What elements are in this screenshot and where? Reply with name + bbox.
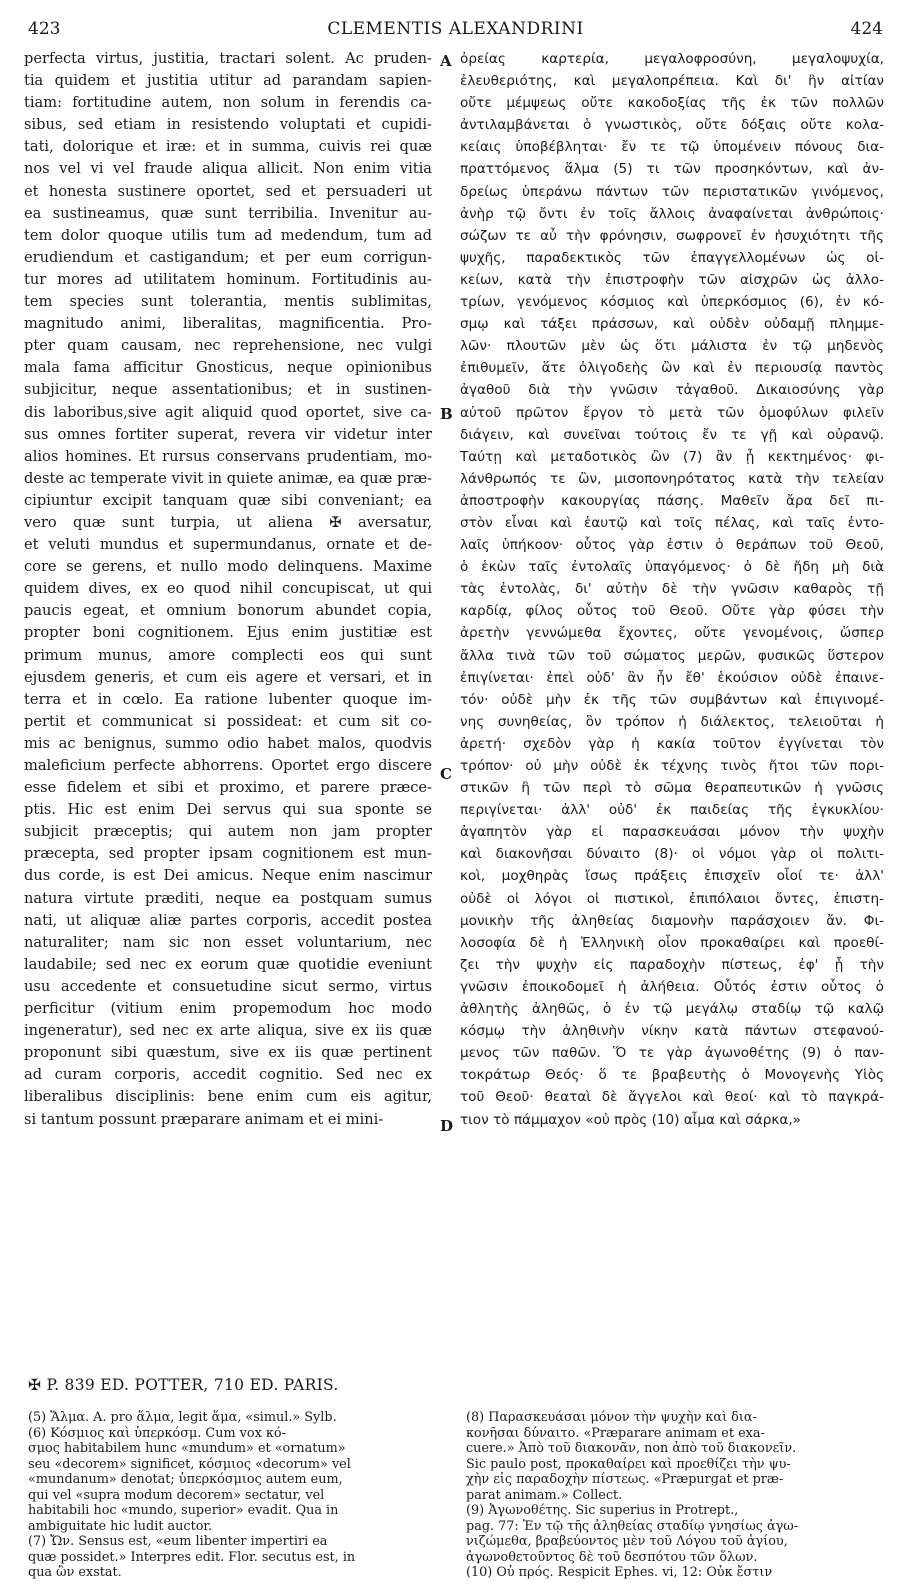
greek-column [460, 48, 884, 1131]
greek-text-line: ὁ ἑκὼν ταῖς ἐντολαῖς ὑπαγόμενος· ὁ δὲ ἤδη μὴ διὰ [460, 559, 884, 576]
running-header [28, 16, 883, 42]
greek-text-line: οὐδὲ οἱ λόγοι οἱ πιστικοὶ, ἐπιπόλαιοι ὄντες, ἐπιστη- [460, 890, 884, 907]
greek-text-line: κόσμῳ τὴν ἀληθινὴν νίκην κατὰ πάντων στεφανού- [460, 1023, 884, 1040]
latin-text-line: sus omnes fortiter superat, revera vir videtur inter [24, 425, 432, 443]
margin-letter-b: B [440, 405, 453, 423]
latin-text-line: tem species sunt tolerantia, mentis sublimitas, [24, 293, 432, 311]
greek-text-line: τρόπον· οὐ μὴν οὐδὲ ἐκ τέχνης τινὸς ἤτοι τῶν πορι- [460, 758, 884, 774]
greek-text-line: ἄλλα τινὰ τῶν τοῦ σώματος μερῶν, φυσικῶς ὕστερον [460, 647, 884, 664]
latin-text-line: dis laboribus,sive agit aliquid quod oportet, sive ca- [24, 403, 432, 421]
latin-text-line: tati, dolorique et iræ: et in summa, cuivis rei quæ [24, 138, 432, 156]
latin-text-line: præcepta, sed propter ipsam cognitionem est mun- [24, 845, 432, 863]
greek-text-line: διάγειν, καὶ συνεῖναι τούτοις ἔν τε γῇ καὶ οὐρανῷ. [460, 426, 884, 443]
latin-text-line: esse fidelem et sibi et proximo, et parere præce- [24, 779, 432, 797]
latin-text-line: dus corde, is est Dei amicus. Neque enim nascimur [24, 867, 432, 885]
greek-text-line: Ταύτῃ καὶ μεταδοτικὸς ὢν (7) ἂν ᾖ κεκτημένος· φι- [460, 448, 884, 465]
latin-text-line: nos vel vi vel fraude aliqua allicit. Non enim vitia [24, 160, 432, 178]
latin-text-line: propter boni cognitionem. Ejus enim justitiæ est [24, 624, 432, 642]
greek-text-line: περιγίνεται· ἀλλ' οὐδ' ἐκ παιδείας τῆς ἐγκυκλίου· [460, 802, 884, 819]
greek-text-line: μονικὴν τῆς ἀληθείας διαμονὴν παράσχοιεν ἄν. Φι- [460, 912, 884, 929]
greek-text-line: οὔτε μέμψεως οὔτε κακοδοξίας τῆς ἐκ τῶν πολλῶν [460, 95, 884, 112]
latin-text-line: core se gerens, et nullo modo delinquens. Maxime [24, 558, 432, 576]
greek-text-line: τοκράτωρ Θεός· ὅ τε βραβευτὴς ὁ Μονογενὴς Υἱὸς [460, 1067, 884, 1084]
greek-text-line: γνῶσιν ἐποικοδομεῖ ἡ ἀλήθεια. Οὗτός ἐστιν οὗτος ὁ [460, 978, 884, 995]
running-title: CLEMENTIS ALEXANDRINI [327, 19, 584, 39]
latin-text-line: ad curam corporis, accedit cognitio. Sed nec ex [24, 1066, 432, 1084]
greek-text-line: δρείως ὑπεράνω πάντων τῶν περιστατικῶν γινόμενος, [460, 183, 884, 200]
greek-text-line: τιον τὸ πάμμαχον «οὐ πρὸς (10) αἷμα καὶ σάρκα,» [460, 1111, 801, 1128]
footnote-line: quæ possidet.» Interpres edit. Flor. secutus est, in [28, 1549, 356, 1565]
greek-text-line: λοσοφία δὲ ἡ Ἑλληνικὴ οἷον προκαθαίρει καὶ προεθί- [460, 934, 884, 951]
footnote-line: qua ὢν exstat. [28, 1565, 122, 1580]
latin-text-line: mala fama afficitur Gnosticus, neque opinionibus [24, 359, 432, 377]
greek-text-line: ὀρείας καρτερία, μεγαλοφροσύνη, μεγαλοψυχία, [460, 51, 884, 67]
greek-text-line: ζει τὴν ψυχὴν εἰς παραδοχὴν πίστεως, ἐφ' ᾗ τὴν [460, 956, 884, 973]
greek-text-line: ἀντιλαμβάνεται ὁ γνωστικὸς, οὔτε δόξαις οὔτε κολα- [460, 117, 884, 134]
latin-column [24, 48, 432, 1131]
right-page-number: 424 [850, 19, 883, 39]
latin-text-line: usu accedente et consuetudine sicut sermo, virtus [24, 977, 432, 995]
latin-text-line: paucis egeat, et omnium bonorum abundet copia, [24, 602, 432, 620]
footnote-line: seu «decorem» significet, κόσμιος «decorum» vel [28, 1456, 351, 1472]
footnotes-left [28, 1410, 436, 1581]
latin-text-line: cipiuntur excipit tanquam quæ sibi conveniant; ea [24, 491, 432, 509]
latin-text-line: tem dolor quoque utilis tum ad medendum, tum ad [24, 226, 432, 244]
greek-text-line: ἀγαθοῦ διὰ τὴν γνῶσιν τἀγαθοῦ. Δικαιοσύνης γὰρ [460, 382, 884, 399]
latin-text-line: ea sustineamus, quæ sunt terribilia. Invenitur au- [24, 204, 432, 222]
latin-text-line: et honesta sustinere oportet, sed et persuaderi ut [24, 182, 432, 200]
left-page-number: 423 [28, 19, 61, 39]
greek-text-line: σώζων τε αὖ τὴν φρόνησιν, σωφρονεῖ ἐν ἡσυχιότητι τῆς [460, 227, 884, 244]
latin-text-line: laudabile; sed nec ex eorum quæ quotidie eveniunt [24, 955, 432, 973]
footnote-line: qui vel «supra modum decorem» sectatur, vel [28, 1487, 325, 1503]
greek-text-line: στὸν εἶναι καὶ ἑαυτῷ καὶ τοῖς πέλας, καὶ ταῖς ἐντο- [460, 514, 884, 531]
latin-text-line: naturaliter; nam sic non esset voluntarium, nec [24, 933, 432, 951]
latin-text-line: liberalibus disciplinis: bene enim cum eis agitur, [24, 1088, 432, 1106]
footnote-line: «mundanum» denotat; ὑπερκόσμιος autem eum, [28, 1472, 343, 1487]
greek-text-line: ἀθλητὴς ἀληθῶς, ὁ ἐν τῷ μεγάλῳ σταδίῳ τῷ καλῷ [460, 1001, 884, 1018]
footnote-line: (9) Ἀγωνοθέτης. Sic superius in Protrept., [466, 1503, 739, 1518]
greek-text-line: κείαις ὑποβέβληται· ἔν τε τῷ ὑπομένειν πόνους δια- [460, 139, 884, 156]
margin-letter-c: C [440, 765, 452, 783]
latin-text-line: deste ac temperate vivit in quiete animæ, ea quæ præ- [24, 469, 432, 487]
latin-text-line: pter quam causam, nec reprehensione, nec vulgi [24, 337, 432, 355]
greek-text-line: τοῦ Θεοῦ· θεαταὶ δὲ ἄγγελοι καὶ θεοί· καὶ τὸ παγκρά- [460, 1089, 884, 1106]
greek-text-line: ἐλευθεριότης, καὶ μεγαλοπρέπεια. Καὶ δι' ἣν αἰτίαν [460, 73, 884, 90]
margin-letter-d: D [440, 1117, 454, 1135]
latin-text-line: maleficium perfecte abhorrens. Oportet ergo discere [24, 757, 432, 774]
footnote-line: (5) Ἅλμα. A. pro ἅλμα, legit ἅμα, «simul.» Sylb. [28, 1410, 337, 1425]
latin-text-line: mis ac benignus, summo odio habet malos, quodvis [24, 734, 432, 752]
latin-text-line: erudiendum et castigandum; et per eum corrigun- [24, 248, 432, 266]
footnote-line: (10) Οὐ πρός. Respicit Ephes. vi, 12: Οὐκ ἔστιν [466, 1565, 773, 1580]
greek-text-line: λαῖς ὑπήκοον· οὗτος γὰρ ἐστιν ὁ θεράπων τοῦ Θεοῦ, [460, 537, 884, 554]
footnote-line: χὴν εἰς παραδοχὴν πίστεως. «Præpurgat et præ- [466, 1472, 784, 1487]
footnote-line: (6) Κόσμιος καὶ ὑπερκόσμ. Cum vox κό- [28, 1425, 286, 1441]
latin-text-line: sibus, sed etiam in resistendo voluptati et cupidi- [24, 116, 432, 134]
latin-text-line: alios homines. Et rursus conservans prudentiam, mo- [24, 447, 432, 465]
footnote-line: νιζώμεθα, βραβεύοντος μὲν τοῦ Λόγου τοῦ ἁγίου, [466, 1534, 788, 1549]
greek-text-line: αὐτοῦ πρῶτον ἔργον τὸ μετὰ τῶν ὁμοφύλων φιλεῖν [460, 404, 884, 421]
latin-text-line: subjicitur, neque assentationibus; et in sustinen- [24, 381, 432, 399]
greek-text-line: σμῳ καὶ τάξει πράσσων, καὶ οὐδὲν οὐδαμῇ πλημμε- [460, 316, 884, 333]
latin-text-line: ptis. Hic est enim Dei servus qui sua sponte se [24, 801, 432, 819]
latin-text-line: terra et in cœlo. Ea ratione lubenter quoque im- [24, 690, 432, 708]
footnote-line: ἀγωνοθετοῦντος δὲ τοῦ δεσπότου τῶν ὅλων. [466, 1549, 758, 1565]
latin-text-line: natura virtute præditi, neque ea postquam sumus [24, 889, 432, 907]
latin-text-line: ingeneratur), sed nec ex arte aliqua, sive ex iis quæ [24, 1022, 432, 1040]
latin-text-line: vero quæ sunt turpia, ut aliena ✠ aversatur, [24, 513, 432, 531]
margin-letter-a: A [440, 52, 452, 70]
footnote-line: habitabili hoc «mundo, superior» evadit. Qua in [28, 1503, 339, 1518]
latin-text-line: et veluti mundus et supermundanus, ornate et de- [24, 536, 432, 554]
greek-text-line: τόν· οὐδὲ μὴν ἐκ τῆς τῶν συμβάντων καὶ ἐπιγινομέ- [460, 691, 884, 708]
greek-text-line: ἀρετὴν γεννώμεθα ἔχοντες, οὔτε γενομένοις, ὥσπερ [460, 625, 884, 642]
greek-text-line: κείων, κατὰ τὴν ἐπιστροφὴν τῶν αἰσχρῶν ὡς ἀλλο- [460, 271, 884, 288]
greek-text-line: λάνθρωπός τε ὢν, μισοπονηρότατος κατὰ τὴν τελείαν [460, 470, 884, 487]
latin-text-line: perfecta virtus, justitia, tractari solent. Ac pruden- [24, 50, 432, 67]
footnote-line: (7) Ὤν. Sensus est, «eum libenter impertiri ea [28, 1534, 328, 1549]
footnotes-right [466, 1410, 884, 1581]
greek-text-line: ἀγαπητὸν γὰρ εἰ παρασκευάσαι μόνον τὴν ψυχὴν [460, 824, 884, 841]
latin-text-line: si tantum possunt præparare animam et ei mini- [24, 1110, 384, 1128]
greek-text-line: ψυχῆς, παραδεκτικὸς τῶν ἐπαγγελλομένων ὡς οἰ- [460, 249, 884, 266]
footnote-line: σμος habitabilem hunc «mundum» et «ornatum» [28, 1441, 346, 1456]
footnote-line: cuere.» Ἀπὸ τοῦ διακονᾶν, non ἀπὸ τοῦ διακονεῖν. [466, 1441, 797, 1456]
latin-text-line: tia quidem et justitia utitur ad parandam sapien- [24, 72, 432, 90]
greek-text-line: ἐπιθυμεῖν, ἅτε ὀλιγοδεὴς ὢν καὶ ἐν περιουσίᾳ παντὸς [460, 360, 884, 377]
latin-text-line: magnitudo animi, liberalitas, magnificentia. Pro- [24, 315, 432, 333]
greek-text-line: καρδίᾳ, φίλος οὗτος τοῦ Θεοῦ. Οὔτε γὰρ φύσει τὴν [460, 603, 884, 620]
footnote-line: ambiguitate hic ludit auctor. [28, 1518, 213, 1534]
greek-text-line: λῶν· πλουτῶν μὲν ὡς ὅτι μάλιστα ἐν τῷ μηδενὸς [460, 338, 884, 355]
latin-text-line: tiam: fortitudine autem, non solum in ferendis ca- [24, 94, 432, 112]
latin-text-line: pertit et communicat si possideat: et cum sit co- [24, 712, 432, 730]
latin-text-line: subjicit præceptis; qui autem non jam propter [24, 823, 432, 841]
latin-text-line: proponunt sibi quæstum, sive ex iis quæ pertinent [24, 1044, 432, 1062]
greek-text-line: κοὶ, μοχθηρὰς ἴσως πράξεις ἐπισχεῖν οἷοί τε· ἀλλ' [460, 868, 884, 885]
latin-text-line: tur mores ad utilitatem hominum. Fortitudinis au- [24, 270, 432, 288]
greek-text-line: ἀνὴρ τῷ ὄντι ἐν τοῖς ἄλλοις ἀναφαίνεται ἀνθρώποις· [460, 205, 884, 222]
latin-text-line: perficitur (vitium enim propemodum hoc modo [24, 1000, 432, 1018]
latin-text-line: primum munus, amore complecti eos qui sunt [24, 646, 432, 664]
greek-text-line: στικῶν ἢ τῶν περὶ τὸ σῶμα θεραπευτικῶν ἡ γνῶσις [460, 780, 884, 797]
greek-text-line: τὰς ἐντολὰς, δι' αὐτὴν δὲ τὴν γνῶσιν καθαρὸς τῇ [460, 581, 884, 598]
greek-text-line: πραττόμενος ἅλμα (5) τι τῶν προσηκόντων, καὶ ἀν- [460, 161, 884, 178]
greek-text-line: μενος τῶν παθῶν. Ὅ τε γὰρ ἀγωνοθέτης (9) ὁ παν- [460, 1045, 884, 1062]
latin-text-line: ejusdem generis, et cum eis agere et versari, et in [24, 668, 432, 686]
edition-reference: ✠ P. 839 ED. POTTER, 710 ED. PARIS. [28, 1376, 339, 1394]
greek-text-line: καὶ διακονῆσαι δύναιτο (8)· οἱ νόμοι γὰρ οἱ πολιτι- [460, 846, 884, 863]
latin-text-line: nati, ut aliquæ aliæ partes corporis, accedit postea [24, 911, 432, 929]
greek-text-line: νης συνηθείας, ὃν τρόπον ἡ διάλεκτος, τελειοῦται ἡ [460, 713, 884, 730]
footnote-line: parat animam.» Collect. [466, 1487, 623, 1503]
greek-text-line: ἐπιγίνεται· ἐπεὶ οὐδ' ἂν ἦν ἔθ' ἑκούσιον οὐδὲ ἐπαινε- [460, 669, 884, 686]
footnote-line: pag. 77: Ἐν τῷ τῆς ἀληθείας σταδίῳ γνησίως ἀγω- [466, 1518, 799, 1534]
footnote-line: Sic paulo post, προκαθαίρει καὶ προεθίζει τὴν ψυ- [466, 1456, 791, 1472]
greek-text-line: ἀποστροφὴν κακουργίας πάσης. Μαθεῖν ἄρα δεῖ πι- [460, 492, 884, 509]
greek-text-line: ἀρετή· σχεδὸν γὰρ ἡ κακία τοῦτον ἐγγίνεται τὸν [460, 735, 884, 752]
latin-text-line: quidem dives, ex eo quod nihil concupiscat, ut qui [24, 580, 432, 598]
footnote-line: (8) Παρασκευάσαι μόνον τὴν ψυχὴν καὶ δια- [466, 1410, 757, 1425]
footnote-line: κονῆσαι δύναιτο. «Præparare animam et exa- [466, 1425, 765, 1441]
greek-text-line: τρίων, γενόμενος κόσμιος καὶ ὑπερκόσμιος (6), ἐν κό- [460, 294, 884, 311]
